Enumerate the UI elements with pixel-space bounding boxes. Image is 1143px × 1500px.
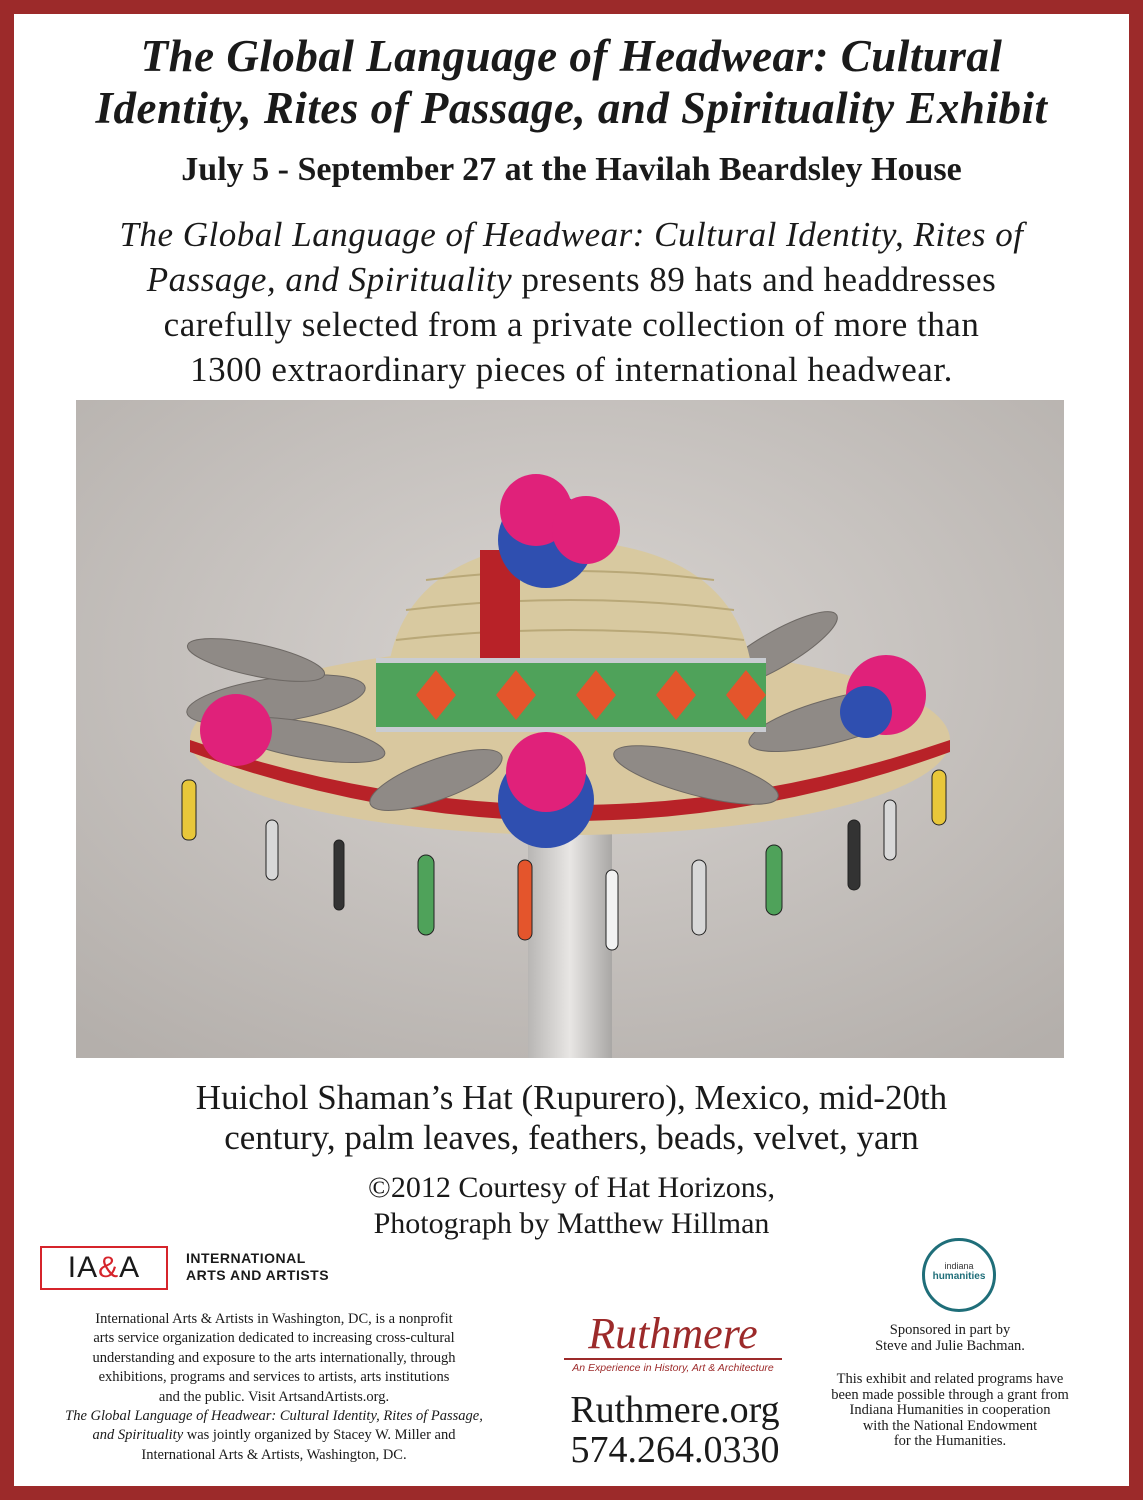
title-line-1: The Global Language of Headwear: Cultural [140,31,1003,81]
humanities-logo-line-1: indiana [944,1261,974,1271]
iaa-text-italic: The Global Language of Headwear: Cultural Identity, Rites of Passage, [65,1408,483,1425]
grant-line: been made possible through a grant from [831,1386,1069,1403]
intro-line-2 [30,257,1113,302]
iaa-name-line-2: ARTS AND ARTISTS [186,1267,330,1283]
grant-line: with the National Endowment [862,1417,1038,1434]
iaa-logo-amp: & [98,1251,120,1284]
grant-note [800,1372,1100,1450]
sponsor-note [800,1322,1100,1354]
ruthmere-contact [520,1390,830,1470]
credit-line-2: Photograph by Matthew Hillman [373,1207,770,1240]
caption-line-2: century, palm leaves, feathers, beads, velvet, yarn [224,1118,919,1157]
hat-photograph [76,400,1064,1058]
iaa-text-line: arts service organization dedicated to increasing cross-cultural [93,1330,455,1347]
iaa-name-line-1: INTERNATIONAL [186,1250,306,1266]
iaa-logo-mark [40,1246,168,1290]
iaa-logo-name [186,1250,329,1284]
photo-caption [20,1078,1123,1158]
grant-line: This exhibit and related programs have [836,1371,1064,1387]
exhibit-dates: July 5 - September 27 at the Havilah Beardsley House [181,151,962,188]
intro-italic-2: Passage, and Spirituality [146,260,513,299]
exhibit-intro [30,212,1113,392]
ruthmere-logo [548,1310,798,1376]
iaa-logo-ia: IA [67,1251,99,1284]
intro-italic-1: The Global Language of Headwear: Cultural Identity, Rites of [119,215,1024,254]
caption-line-1: Huichol Shaman’s Hat (Rupurero), Mexico, mid-20th [195,1078,948,1117]
grant-line: for the Humanities. [893,1433,1007,1450]
sponsor-line-1: Sponsored in part by [889,1322,1011,1338]
ruthmere-logo-script: Ruthmere [588,1309,758,1358]
iaa-text-line: exhibitions, programs and services to artists, arts institutions [98,1369,450,1386]
sponsor-line-2: Steve and Julie Bachman. [875,1338,1025,1354]
iaa-text-line [24,1426,524,1445]
iaa-text-line [24,1407,524,1426]
humanities-logo-line-2: humanities [932,1271,986,1282]
intro-rest-2: presents 89 hats and headdresses [512,260,997,299]
iaa-text-line: and the public. Visit ArtsandArtists.org. [158,1388,390,1405]
intro-line-3: carefully selected from a private collection of more than [163,305,980,344]
iaa-text-italic: and Spirituality [92,1427,184,1444]
indiana-humanities-logo [922,1238,996,1312]
ruthmere-website[interactable]: Ruthmere.org [570,1389,780,1431]
iaa-logo [40,1246,340,1296]
exhibit-title [20,30,1123,134]
ruthmere-tagline: An Experience in History, Art & Architecture [572,1362,774,1374]
intro-line-4: 1300 extraordinary pieces of international headwear. [190,350,953,389]
intro-line-1 [30,212,1113,257]
grant-line: Indiana Humanities in cooperation [849,1402,1051,1419]
iaa-text-line: International Arts & Artists in Washington, DC, is a nonprofit [95,1311,453,1327]
iaa-logo-a: A [119,1251,141,1284]
ruthmere-phone: 574.264.0330 [570,1429,780,1471]
iaa-text-line: International Arts & Artists, Washington, DC. [141,1446,407,1463]
title-line-2: Identity, Rites of Passage, and Spirituality Exhibit [95,83,1048,133]
iaa-text-line: understanding and exposure to the arts internationally, through [92,1349,456,1366]
iaa-description [24,1310,524,1465]
iaa-text-rest: was jointly organized by Stacey W. Miller and [183,1427,456,1444]
credit-line-1: ©2012 Courtesy of Hat Horizons, [368,1171,775,1204]
photo-credit [20,1170,1123,1242]
